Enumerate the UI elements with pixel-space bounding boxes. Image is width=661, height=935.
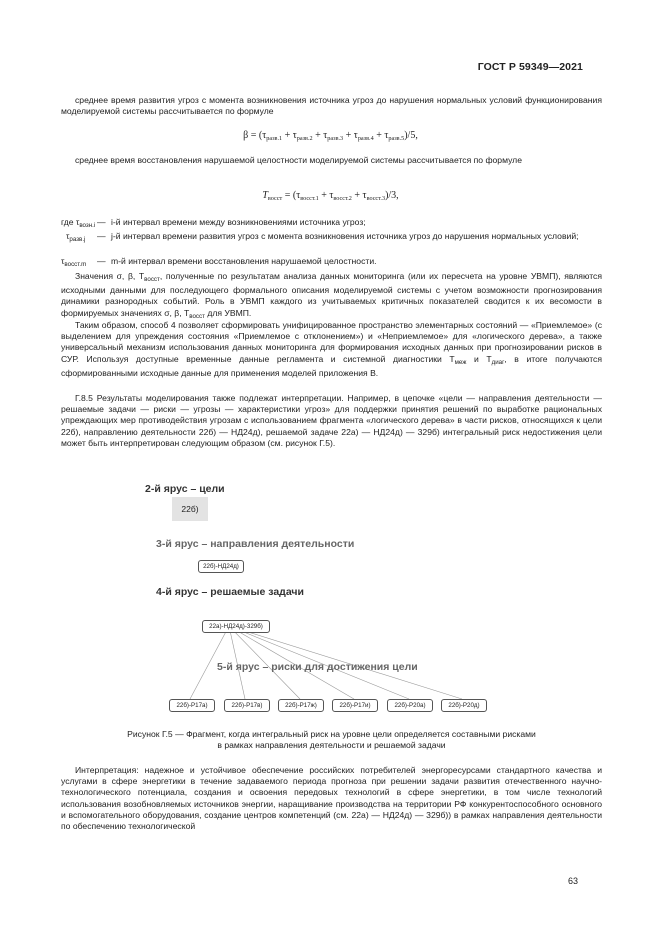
formula-beta-sub-3: разв.3 (327, 135, 344, 142)
formula-beta-sub-4: разв.4 (357, 135, 374, 142)
formula-beta-end: )/5, (404, 130, 418, 141)
definition-2-text: j-й интервал времени развития угроз с момента возникновения источника угроз до нарушения нормальных условий; (111, 231, 579, 241)
tier-2-goals-label: 2-й ярус – цели (145, 483, 225, 495)
formula-t-sub-1: восст.1 (300, 195, 319, 202)
formula-beta-plus-2: + τ (312, 130, 328, 141)
definition-3-sub: восст.m (64, 261, 87, 268)
risk-node-3: 22б)-Р17ж) (278, 699, 324, 712)
definition-where: где τ (61, 217, 80, 227)
paragraph-interpretation: Интерпретация: надежное и устойчивое обеспечение российских потребителей энергоресурсами стандартного качества и услугами в сфере энергетики в течение задаваемого периода прогноза при решении задачи развития отечественного научно-технологического потенциала, создания и освоения передовых технологий в сфере энергетики, в том числе технологий использования возобновляемых источников энергии, наращивание производства на территории РФ конкурентоспособного основного и вспомогательного оборудования, создание центров компетенций (см. 22а) — НД24д) — 329б)) в рамках направления деятельности по обеспечению технологической (61, 765, 602, 832)
definition-2-dash: — (97, 231, 106, 241)
tier-5-risks-label: 5-й ярус – риски для достижения цели (217, 661, 418, 673)
definition-2-sub: разв.j (69, 236, 86, 243)
figure-caption-line-2: в рамках направления деятельности и решаемой задачи (217, 740, 446, 750)
risk-node-4: 22б)-Р17и) (332, 699, 378, 712)
figure-caption-line-1: Рисунок Г.5 — Фрагмент, когда интегральный риск на уровне цели определяется составными рисками (127, 729, 536, 739)
formula-t-symbol: T (262, 190, 268, 201)
document-standard-number: ГОСТ Р 59349—2021 (477, 61, 583, 73)
formula-t-sub: восст (267, 195, 283, 202)
formula-beta-sub-2: разв.2 (296, 135, 313, 142)
formula-t-plus-1: + τ (318, 190, 334, 201)
formula-beta-plus-4: + τ (373, 130, 389, 141)
direction-node: 22б)-НД24д) (198, 560, 244, 573)
tier-3-directions-label: 3-й ярус – направления деятельности (156, 538, 355, 550)
definition-3-sym: τ (61, 256, 65, 266)
goal-node: 22б) (172, 497, 208, 521)
tier-4-tasks-label: 4-й ярус – решаемые задачи (156, 586, 304, 598)
risk-node-6: 22б)-Р20д) (441, 699, 487, 712)
formula-t-end: )/3, (385, 190, 399, 201)
definition-2-sym: τ (66, 231, 70, 241)
paragraph-mean-threat-development: среднее время развития угроз с момента возникновения источника угроз до нарушения нормальных условий функционирования моделируемой системы рассчитывается по формуле (61, 95, 602, 117)
definition-1-text: i-й интервал времени между возникновениями источника угроз; (111, 217, 366, 227)
formula-t-plus-2: + τ (351, 190, 367, 201)
paragraph-g-8-5: Г.8.5 Результаты моделирования также подлежат интерпретации. Например, в цепочке «цели — направления деятельности — решаемые задачи — риски — угрозы — характеристики угроз» для поддержки принятия решений по выработке рациональных упреждающих мер противодействия угрозам с использованием фрагмента «логического дерева» в части рисков, относящихся к цели 22б), направлению деятельности 22б) — НД24д), решаемой задаче 22а) — НД24д) — 329б) интегральный риск недостижения цели может быть интерпретирован следующим образом (см. рисунок Г.5). (61, 393, 602, 448)
formula-beta-sub-1: разв.1 (266, 135, 283, 142)
paragraph-method-4: Таким образом, способ 4 позволяет сформировать унифицированное пространство элементарных состояний — «Приемлемое» (с выделением для упреждения состояния «Приемлемое с отклонением») и «Неприемлемое» для «логического дерева», а также универсальный механизм использования данных мониторинга для формирования исходных данных при прогнозировании рисков в СУР. Используя доступные временные данные регламента и системной диагностики $T_{меж}$ и $T_{диаг}$, в итоге получаются сформированными исходные данные для применения моделей приложения В. (61, 320, 603, 378)
definition-3-dash: — (97, 256, 106, 266)
formula-t-mid: = (τ (282, 190, 301, 201)
formula-beta-sub-5: разв.5 (388, 135, 405, 142)
page-number: 63 (567, 876, 578, 886)
risk-node-5: 22б)-Р20а) (387, 699, 433, 712)
paragraph-mean-recovery-time: среднее время восстановления нарушаемой целостности моделируемой системы рассчитывается по формуле (75, 155, 522, 165)
definition-1-dash: — (97, 217, 106, 227)
formula-beta-lhs: β = (τ (243, 130, 267, 141)
formula-beta-plus-1: + τ (282, 130, 297, 141)
risk-node-1: 22б)-Р17а) (169, 699, 215, 712)
formula-beta-plus-3: + τ (343, 130, 358, 141)
definition-1-sub: возн.i (79, 222, 96, 229)
task-node: 22а)-НД24д)-329б) (202, 620, 270, 633)
paragraph-values-sigma-beta: Значения σ, β, $T_{восст}$, полученные по результатам анализа данных мониторинга (или их пересчета на уровне УВМП), являются исходными данными для последующего формального описания моделируемой системы с учетом возможности прогнозирования динамики разнородных событий. Роль в УВМП каждого из учитываемых критичных показателей сводится к их весомости в формируемых значениях σ, β, $T_{восст}$ для УВМП. (61, 271, 602, 320)
formula-t-sub-2: восст.2 (333, 195, 352, 202)
risk-node-2: 22б)-Р17в) (224, 699, 270, 712)
formula-t-sub-3: восст.3 (366, 195, 386, 202)
definition-3-text: m-й интервал времени восстановления нарушаемой целостности. (111, 256, 377, 266)
